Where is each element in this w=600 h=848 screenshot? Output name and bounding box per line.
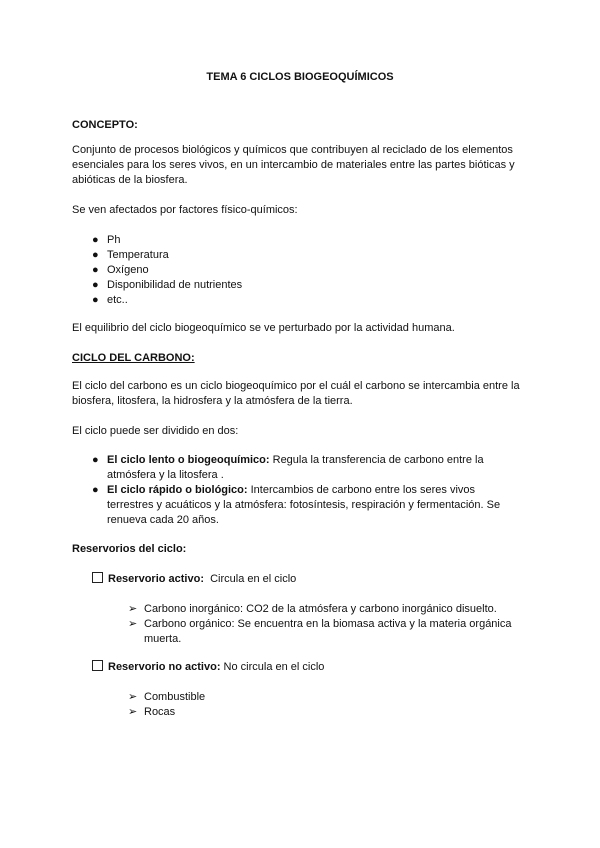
- bullet-icon: ●: [92, 484, 99, 496]
- list-item: ● Ph: [92, 234, 121, 246]
- cycle-types-list: [72, 453, 522, 528]
- carbono-intro: El ciclo del carbono es un ciclo biogeoquímico por el cuál el carbono se intercambia entre la biosfera, litosfera, la hidrosfera y la atmósfera de la tierra.: [72, 380, 520, 407]
- list-item: ● Temperatura: [92, 249, 169, 261]
- reservoirs-heading: Reservorios del ciclo:: [72, 543, 187, 555]
- list-item: ● El ciclo lento o biogeoquímico: Regula la transferencia de carbono entre la atmósfera y la litosfera .: [92, 454, 484, 481]
- bullet-icon: ●: [92, 294, 99, 306]
- inactive-items-list: [128, 690, 528, 720]
- list-item: ➢ Combustible: [128, 691, 206, 703]
- list-item: ➢ Carbono orgánico: Se encuentra en la biomasa activa y la materia orgánica muerta.: [128, 618, 512, 645]
- arrow-bullet-icon: ➢: [128, 603, 138, 615]
- inactive-reservoir: Reservorio no activo: No circula en el ciclo: [92, 660, 324, 675]
- list-item: ● El ciclo rápido o biológico: Intercambios de carbono entre los seres vivos terrestres y acuáticos y la atmósfera: fotosíntesis, respiración y fermentación. Se renueva cada 20 años.: [92, 484, 501, 526]
- bullet-icon: ●: [92, 454, 99, 466]
- arrow-bullet-icon: ➢: [128, 618, 138, 630]
- list-item: ● Oxígeno: [92, 264, 149, 276]
- list-item: ● etc..: [92, 294, 128, 306]
- checkbox-icon[interactable]: [92, 660, 103, 671]
- bullet-icon: ●: [92, 234, 99, 246]
- active-reservoir: Reservorio activo: Circula en el ciclo: [92, 572, 296, 587]
- concepto-heading: CONCEPTO:: [72, 119, 138, 131]
- list-item: ● Disponibilidad de nutrientes: [92, 279, 243, 291]
- carbono-heading: CICLO DEL CARBONO:: [72, 352, 195, 364]
- document-title: TEMA 6 CICLOS BIOGEOQUÍMICOS: [206, 71, 394, 83]
- active-items-list: [128, 602, 528, 647]
- factors-intro: Se ven afectados por factores físico-químicos:: [72, 204, 298, 216]
- checkbox-icon[interactable]: [92, 572, 103, 583]
- arrow-bullet-icon: ➢: [128, 706, 138, 718]
- factors-list: [72, 233, 532, 308]
- bullet-icon: ●: [92, 264, 99, 276]
- division-intro: El ciclo puede ser dividido en dos:: [72, 425, 239, 437]
- list-item: ➢ Carbono inorgánico: CO2 de la atmósfera y carbono inorgánico disuelto.: [128, 603, 497, 615]
- concepto-definition: Conjunto de procesos biológicos y químicos que contribuyen al reciclado de los elementos esenciales para los seres vivos, en un intercambio de materiales entre las partes bióticas y abióticas de la biosfera.: [72, 144, 515, 186]
- bullet-icon: ●: [92, 279, 99, 291]
- list-item: ➢ Rocas: [128, 706, 176, 718]
- bullet-icon: ●: [92, 249, 99, 261]
- concepto-closing: El equilibrio del ciclo biogeoquímico se ve perturbado por la actividad humana.: [72, 322, 455, 334]
- arrow-bullet-icon: ➢: [128, 691, 138, 703]
